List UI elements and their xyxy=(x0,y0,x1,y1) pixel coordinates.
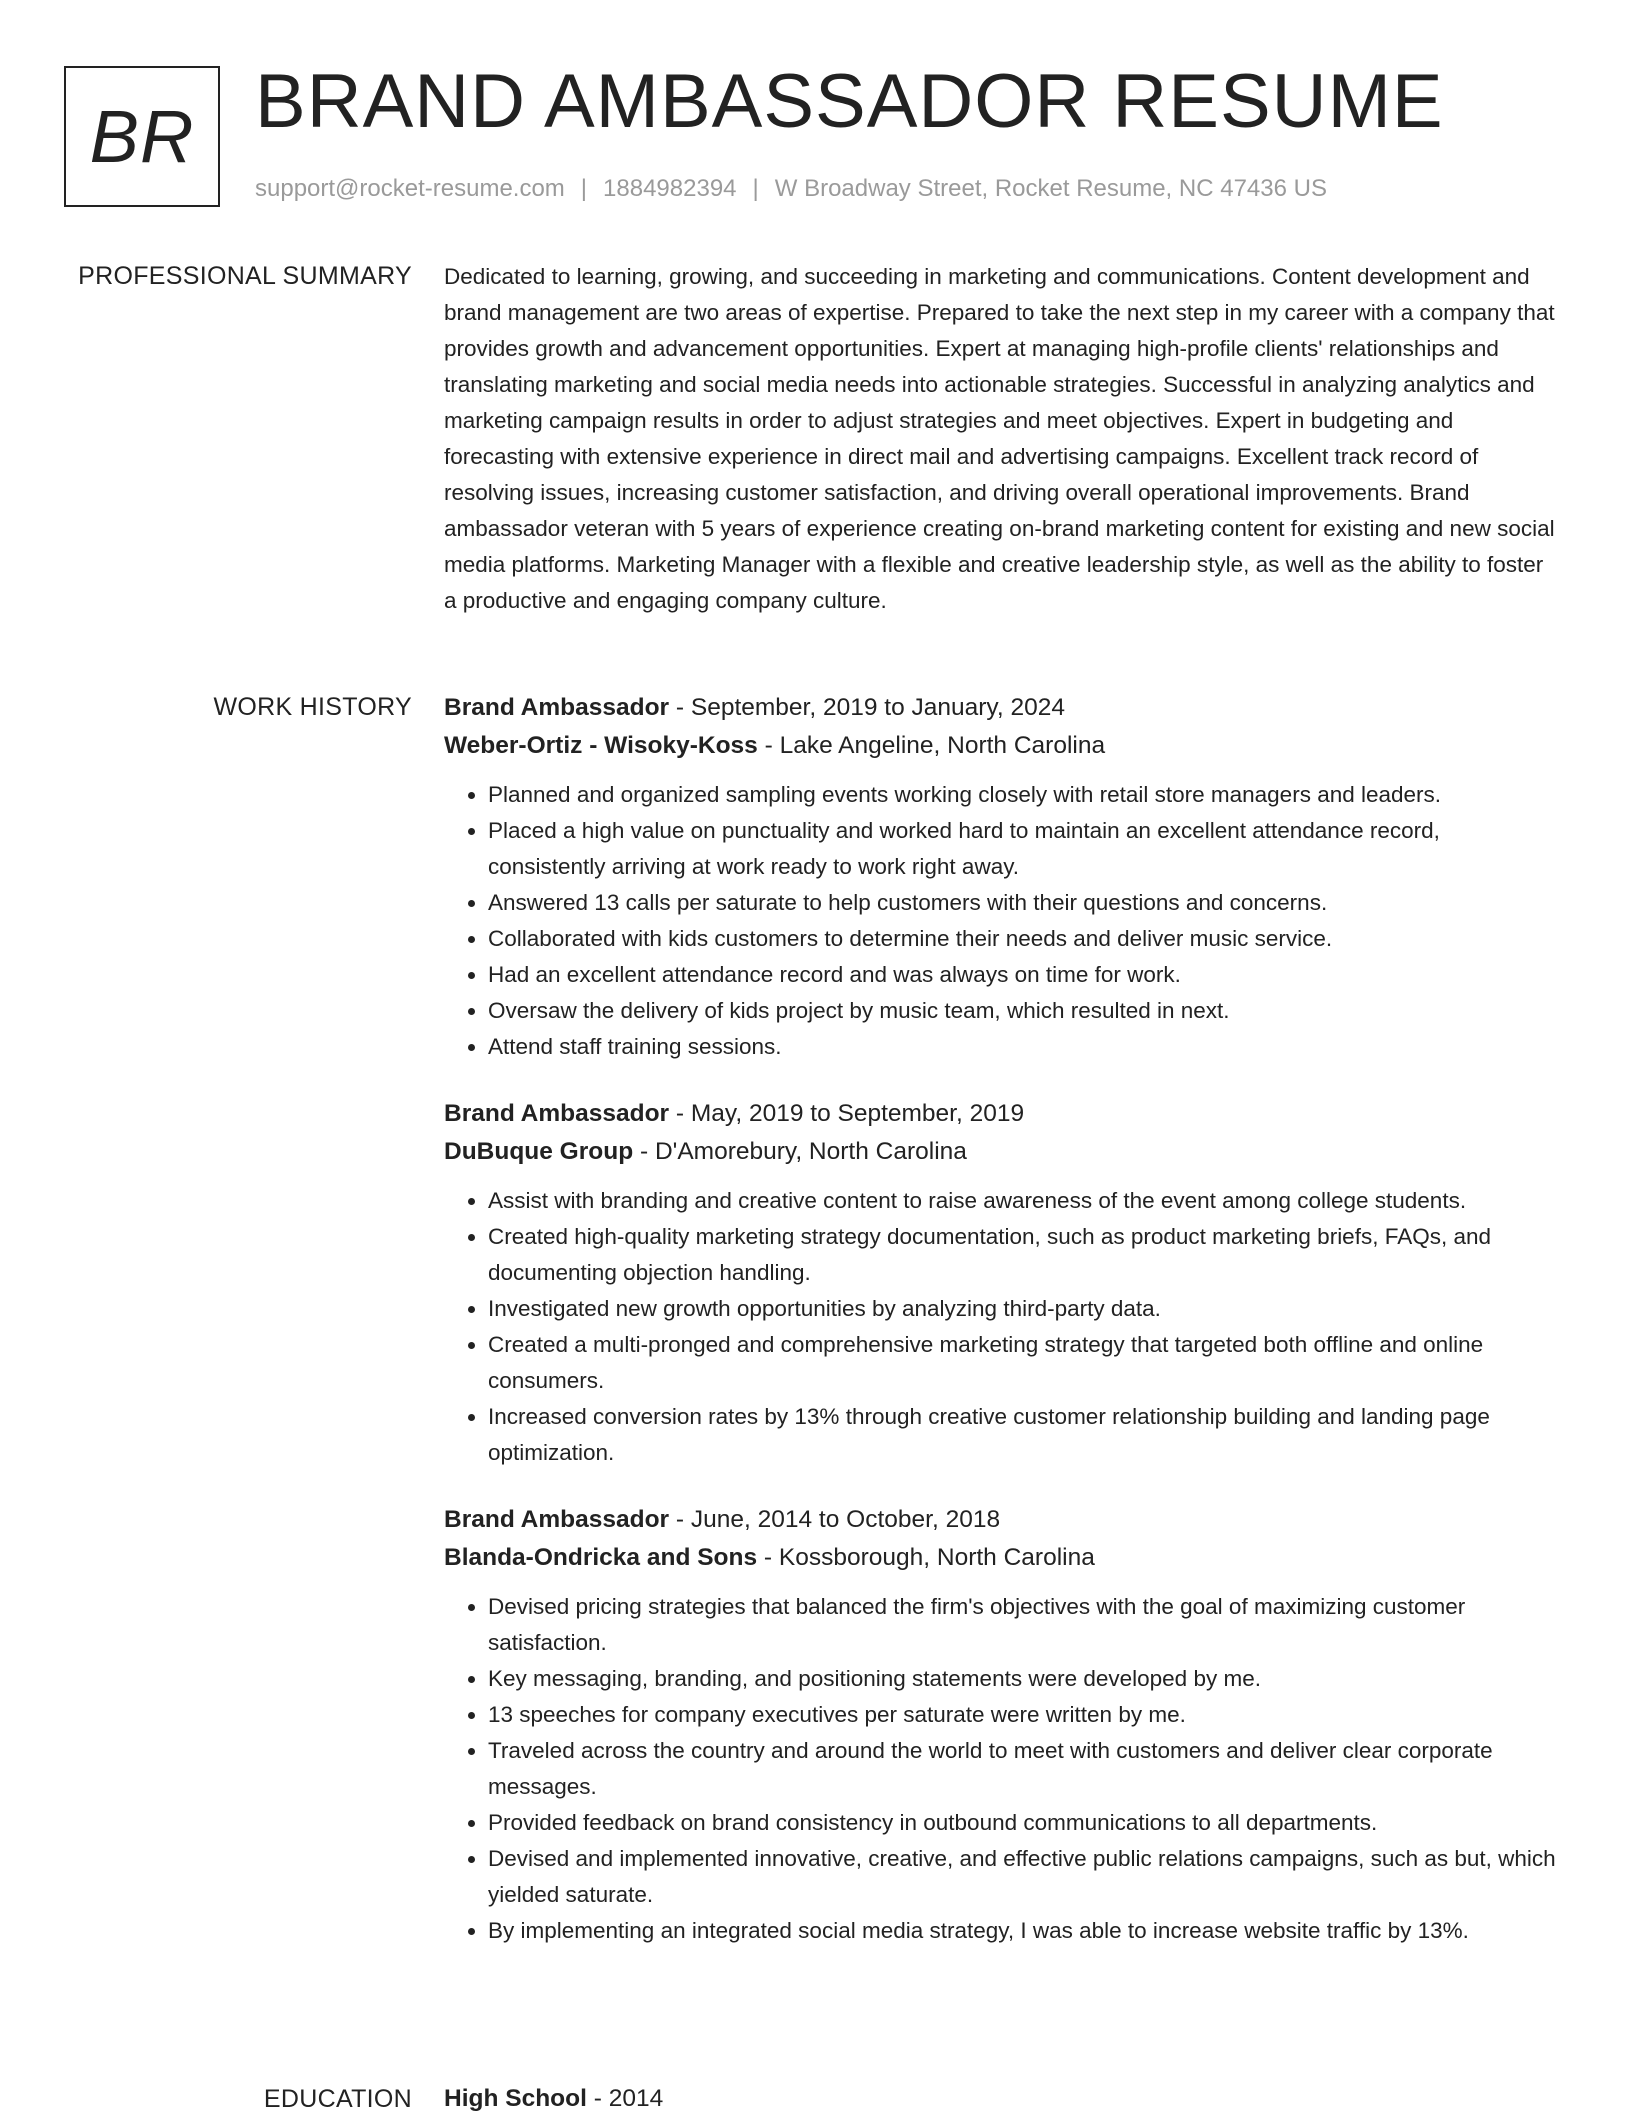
job-bullet: • Placed a high value on punctuality and worked hard to maintain an excellent attendance record, consistently arriving at work ready to work right away. xyxy=(488,813,1556,885)
job-title: Brand Ambassador xyxy=(444,1506,670,1533)
job-company-line xyxy=(444,1133,1556,1171)
job-location: - Kossborough, North Carolina xyxy=(757,1544,1095,1571)
job-bullet: • Had an excellent attendance record and was always on time for work. xyxy=(488,957,1556,993)
job-bullet: • 13 speeches for company executives per saturate were written by me. xyxy=(488,1697,1556,1733)
education-section xyxy=(444,2080,1556,2112)
contact-email[interactable]: support@rocket-resume.com xyxy=(255,175,565,202)
contact-phone[interactable]: 1884982394 xyxy=(603,175,737,202)
education-line xyxy=(444,2080,1556,2112)
monogram-logo: BR xyxy=(64,66,220,207)
job-entry xyxy=(444,1095,1556,1471)
job-bullet: • By implementing an integrated social media strategy, I was able to increase website traffic by 13%. xyxy=(488,1913,1556,1949)
job-title: Brand Ambassador xyxy=(444,1100,670,1127)
job-bullet: • Devised pricing strategies that balanced the firm's objectives with the goal of maximizing customer satisfaction. xyxy=(488,1589,1556,1661)
job-bullet: • Key messaging, branding, and positioning statements were developed by me. xyxy=(488,1661,1556,1697)
job-bullets xyxy=(444,1183,1556,1471)
job-dates: - May, 2019 to September, 2019 xyxy=(669,1100,1025,1127)
job-bullet: • Attend staff training sessions. xyxy=(488,1029,1556,1065)
summary-text: Dedicated to learning, growing, and succeeding in marketing and communications. Content development and brand management are two areas of expertise. Prepared to take the next step in my career with a company that provides growth and advancement opportunities. Expert at managing high-profile clients' relationships and translating marketing and social media needs into actionable strategies. Successful in analyzing analytics and marketing campaign results in order to adjust strategies and meet objectives. Expert in budgeting and forecasting with extensive experience in direct mail and advertising campaigns. Excellent track record of resolving issues, increasing customer satisfaction, and driving overall operational improvements. Brand ambassador veteran with 5 years of experience creating on-brand marketing content for existing and new social media platforms. Marketing Manager with a flexible and creative leadership style, as well as the ability to foster a productive and engaging company culture. xyxy=(444,264,1555,613)
job-dates: - June, 2014 to October, 2018 xyxy=(669,1506,1001,1533)
job-company: Weber-Ortiz - Wisoky-Koss xyxy=(444,732,758,759)
job-company-line xyxy=(444,1539,1556,1577)
job-bullet: • Increased conversion rates by 13% through creative customer relationship building and landing page optimization. xyxy=(488,1399,1556,1471)
resume-title: BRAND AMBASSADOR RESUME xyxy=(255,59,1444,144)
job-company: DuBuque Group xyxy=(444,1138,634,1165)
job-company: Blanda-Ondricka and Sons xyxy=(444,1544,758,1571)
job-bullet: • Traveled across the country and around the world to meet with customers and deliver clear corporate messages. xyxy=(488,1733,1556,1805)
education-year: - 2014 xyxy=(586,2085,664,2112)
contact-line xyxy=(255,172,1327,206)
job-company-line xyxy=(444,727,1556,765)
job-bullet: • Oversaw the delivery of kids project by music team, which resulted in next. xyxy=(488,993,1556,1029)
contact-separator: | xyxy=(752,175,759,202)
job-title: Brand Ambassador xyxy=(444,694,670,721)
job-entry xyxy=(444,1501,1556,1949)
education-heading: EDUCATION xyxy=(263,2085,412,2112)
work-history-heading: WORK HISTORY xyxy=(213,693,412,721)
summary-section xyxy=(444,259,1556,619)
job-title-line xyxy=(444,689,1556,727)
summary-heading: PROFESSIONAL SUMMARY xyxy=(78,262,412,290)
job-bullet: • Answered 13 calls per saturate to help customers with their questions and concerns. xyxy=(488,885,1556,921)
job-bullets xyxy=(444,777,1556,1065)
job-title-line xyxy=(444,1501,1556,1539)
contact-address: W Broadway Street, Rocket Resume, NC 47436 US xyxy=(774,175,1327,202)
job-bullet: • Planned and organized sampling events working closely with retail store managers and leaders. xyxy=(488,777,1556,813)
job-bullet: • Created a multi-pronged and comprehensive marketing strategy that targeted both offline and online consumers. xyxy=(488,1327,1556,1399)
job-dates: - September, 2019 to January, 2024 xyxy=(669,694,1065,721)
job-bullet: • Devised and implemented innovative, creative, and effective public relations campaigns, such as but, which yielded saturate. xyxy=(488,1841,1556,1913)
work-history-section xyxy=(444,689,1556,1979)
education-degree: High School xyxy=(444,2085,587,2112)
job-entry xyxy=(444,689,1556,1065)
job-location: - D'Amorebury, North Carolina xyxy=(633,1138,967,1165)
job-bullet: • Provided feedback on brand consistency in outbound communications to all departments. xyxy=(488,1805,1556,1841)
job-bullet: • Investigated new growth opportunities by analyzing third-party data. xyxy=(488,1291,1556,1327)
job-location: - Lake Angeline, North Carolina xyxy=(757,732,1106,759)
contact-separator: | xyxy=(580,175,588,202)
job-bullet: • Assist with branding and creative content to raise awareness of the event among college students. xyxy=(488,1183,1556,1219)
job-bullet: • Created high-quality marketing strategy documentation, such as product marketing briefs, FAQs, and documenting objection handling. xyxy=(488,1219,1556,1291)
job-bullet: • Collaborated with kids customers to determine their needs and deliver music service. xyxy=(488,921,1556,957)
job-title-line xyxy=(444,1095,1556,1133)
job-bullets xyxy=(444,1589,1556,1949)
